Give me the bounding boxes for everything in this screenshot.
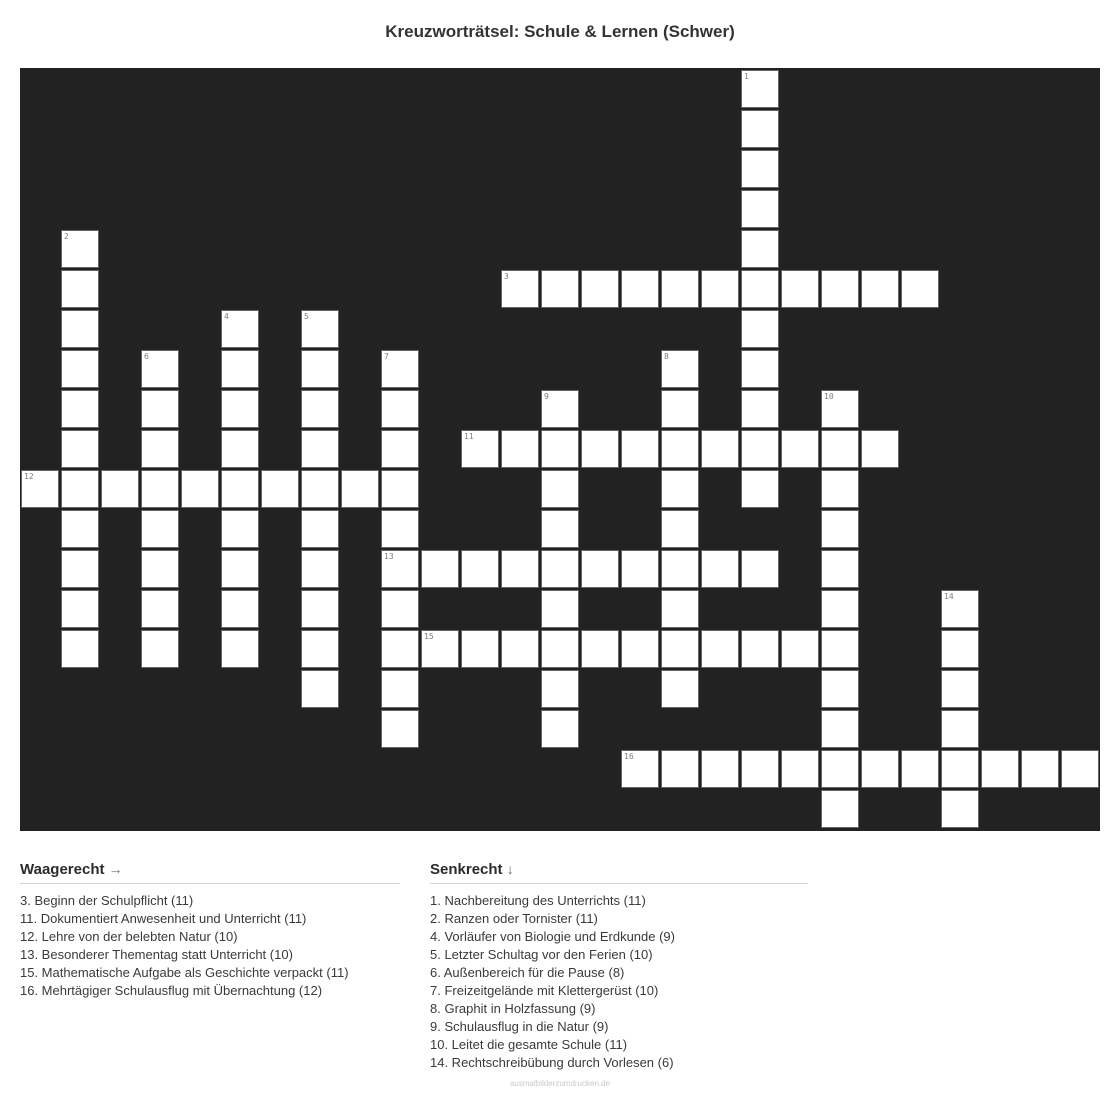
crossword-cell[interactable] <box>61 550 99 588</box>
crossword-cell[interactable] <box>661 470 699 508</box>
footer-watermark: ausmalbilderzumdrucken.de <box>509 1079 611 1088</box>
crossword-cell[interactable] <box>141 430 179 468</box>
crossword-cell[interactable] <box>61 630 99 668</box>
crossword-cell[interactable] <box>421 630 459 668</box>
crossword-cell[interactable] <box>701 630 739 668</box>
crossword-cell[interactable] <box>301 670 339 708</box>
crossword-cell[interactable] <box>381 510 419 548</box>
clue-item: 2. Ranzen oder Tornister (11) <box>430 911 598 926</box>
crossword-cell[interactable] <box>981 750 1019 788</box>
clue-item: 8. Graphit in Holzfassung (9) <box>430 1001 596 1016</box>
across-heading <box>20 861 400 884</box>
crossword-cell[interactable] <box>221 590 259 628</box>
right-arrow-icon: → <box>108 861 123 877</box>
crossword-cell[interactable] <box>141 510 179 548</box>
crossword-cell[interactable] <box>661 270 699 308</box>
crossword-cell[interactable] <box>661 750 699 788</box>
crossword-cell[interactable] <box>821 710 859 748</box>
crossword-cell[interactable] <box>741 630 779 668</box>
crossword-cell[interactable] <box>221 310 259 348</box>
crossword-cell[interactable] <box>861 270 899 308</box>
crossword-cell[interactable] <box>381 710 419 748</box>
crossword-cell[interactable] <box>541 670 579 708</box>
cell-number: 9 <box>544 392 549 401</box>
crossword-cell[interactable] <box>821 270 859 308</box>
crossword-cell[interactable] <box>741 470 779 508</box>
crossword-cell[interactable] <box>301 430 339 468</box>
crossword-cell[interactable] <box>301 590 339 628</box>
crossword-cell[interactable] <box>941 790 979 828</box>
crossword-cell[interactable] <box>221 390 259 428</box>
crossword-cell[interactable] <box>661 670 699 708</box>
cell-number: 2 <box>64 232 69 241</box>
clue-item: 12. Lehre von der belebten Natur (10) <box>20 929 238 944</box>
crossword-cell[interactable] <box>221 350 259 388</box>
crossword-cell[interactable] <box>901 270 939 308</box>
crossword-cell[interactable] <box>581 430 619 468</box>
crossword-cell[interactable] <box>61 310 99 348</box>
cell-number: 8 <box>664 352 669 361</box>
crossword-cell[interactable] <box>461 550 499 588</box>
crossword-cell[interactable] <box>141 470 179 508</box>
crossword-cell[interactable] <box>501 630 539 668</box>
crossword-cell[interactable] <box>221 630 259 668</box>
clue-item: 6. Außenbereich für die Pause (8) <box>430 965 625 980</box>
crossword-cell[interactable] <box>1061 750 1099 788</box>
crossword-cell[interactable] <box>621 750 659 788</box>
crossword-cell[interactable] <box>701 430 739 468</box>
crossword-cell[interactable] <box>501 270 539 308</box>
crossword-cell[interactable] <box>381 590 419 628</box>
cell-number: 14 <box>944 592 954 601</box>
crossword-cell[interactable] <box>501 550 539 588</box>
clue-item: 1. Nachbereitung des Unterrichts (11) <box>430 893 646 908</box>
crossword-cell[interactable] <box>941 710 979 748</box>
crossword-cell[interactable] <box>741 190 779 228</box>
crossword-cell[interactable] <box>61 430 99 468</box>
crossword-cell[interactable] <box>541 430 579 468</box>
crossword-cell[interactable] <box>701 550 739 588</box>
crossword-cell[interactable] <box>541 470 579 508</box>
crossword-cell[interactable] <box>61 510 99 548</box>
crossword-cell[interactable] <box>741 350 779 388</box>
crossword-cell[interactable] <box>101 470 139 508</box>
crossword-cell[interactable] <box>741 150 779 188</box>
crossword-cell[interactable] <box>821 630 859 668</box>
crossword-cell[interactable] <box>381 550 419 588</box>
crossword-cell[interactable] <box>461 430 499 468</box>
crossword-cell[interactable] <box>861 430 899 468</box>
crossword-cell[interactable] <box>301 470 339 508</box>
crossword-cell[interactable] <box>621 430 659 468</box>
crossword-cell[interactable] <box>141 630 179 668</box>
crossword-cell[interactable] <box>221 510 259 548</box>
crossword-cell[interactable] <box>301 390 339 428</box>
down-heading-label: Senkrecht <box>430 861 503 878</box>
crossword-cell[interactable] <box>381 670 419 708</box>
crossword-cell[interactable] <box>301 510 339 548</box>
crossword-cell[interactable] <box>741 310 779 348</box>
across-clues-section <box>20 861 400 1000</box>
crossword-cell[interactable] <box>141 550 179 588</box>
crossword-cell[interactable] <box>821 470 859 508</box>
cell-number: 4 <box>224 312 229 321</box>
cell-number: 10 <box>824 392 834 401</box>
cell-number: 11 <box>464 432 474 441</box>
crossword-cell[interactable] <box>501 430 539 468</box>
crossword-cell[interactable] <box>221 430 259 468</box>
clue-item: 9. Schulausflug in die Natur (9) <box>430 1019 609 1034</box>
crossword-cell[interactable] <box>61 470 99 508</box>
clue-item: 7. Freizeitgelände mit Klettergerüst (10) <box>430 983 659 998</box>
crossword-cell[interactable] <box>781 630 819 668</box>
crossword-cell[interactable] <box>661 390 699 428</box>
crossword-cell[interactable] <box>941 750 979 788</box>
crossword-cell[interactable] <box>61 270 99 308</box>
crossword-cell[interactable] <box>541 270 579 308</box>
crossword-cell[interactable] <box>821 590 859 628</box>
crossword-board <box>20 68 1100 831</box>
crossword-cell[interactable] <box>741 230 779 268</box>
crossword-cell[interactable] <box>741 270 779 308</box>
crossword-cell[interactable] <box>661 350 699 388</box>
crossword-cell[interactable] <box>541 710 579 748</box>
crossword-cell[interactable] <box>181 470 219 508</box>
crossword-cell[interactable] <box>381 350 419 388</box>
crossword-cell[interactable] <box>141 390 179 428</box>
down-arrow-icon: ↓ <box>506 861 514 877</box>
crossword-cell[interactable] <box>301 310 339 348</box>
crossword-cell[interactable] <box>821 750 859 788</box>
crossword-cell[interactable] <box>581 550 619 588</box>
crossword-cell[interactable] <box>661 550 699 588</box>
crossword-cell[interactable] <box>381 390 419 428</box>
crossword-cell[interactable] <box>821 430 859 468</box>
crossword-cell[interactable] <box>661 430 699 468</box>
crossword-cell[interactable] <box>821 670 859 708</box>
across-heading-label: Waagerecht <box>20 861 105 878</box>
crossword-cell[interactable] <box>581 270 619 308</box>
crossword-cell[interactable] <box>941 670 979 708</box>
across-clue-list <box>20 892 400 1000</box>
clue-item: 3. Beginn der Schulpflicht (11) <box>20 893 194 908</box>
crossword-cell[interactable] <box>61 350 99 388</box>
crossword-cell[interactable] <box>301 350 339 388</box>
crossword-cell[interactable] <box>741 430 779 468</box>
crossword-cell[interactable] <box>581 630 619 668</box>
down-clue-list <box>430 892 808 1072</box>
clue-item: 4. Vorläufer von Biologie und Erdkunde (9) <box>430 929 675 944</box>
crossword-cell[interactable] <box>141 350 179 388</box>
crossword-cell[interactable] <box>461 630 499 668</box>
crossword-cell[interactable] <box>21 470 59 508</box>
crossword-cell[interactable] <box>661 590 699 628</box>
crossword-cell[interactable] <box>541 630 579 668</box>
crossword-cell[interactable] <box>381 470 419 508</box>
clue-item: 5. Letzter Schultag vor den Ferien (10) <box>430 947 653 962</box>
down-heading <box>430 861 808 884</box>
crossword-cell[interactable] <box>861 750 899 788</box>
crossword-cell[interactable] <box>781 750 819 788</box>
crossword-cell[interactable] <box>221 550 259 588</box>
crossword-cell[interactable] <box>621 270 659 308</box>
crossword-cell[interactable] <box>621 550 659 588</box>
crossword-cell[interactable] <box>821 390 859 428</box>
cell-number: 3 <box>504 272 509 281</box>
crossword-cell[interactable] <box>781 270 819 308</box>
crossword-cell[interactable] <box>741 390 779 428</box>
crossword-cell[interactable] <box>1021 750 1059 788</box>
crossword-cell[interactable] <box>541 510 579 548</box>
crossword-cell[interactable] <box>421 550 459 588</box>
crossword-cell[interactable] <box>541 590 579 628</box>
crossword-cell[interactable] <box>821 790 859 828</box>
cell-number: 15 <box>424 632 434 641</box>
clue-item: 14. Rechtschreibübung durch Vorlesen (6) <box>430 1055 674 1070</box>
crossword-cell[interactable] <box>821 510 859 548</box>
clue-item: 10. Leitet die gesamte Schule (11) <box>430 1037 628 1052</box>
crossword-cell[interactable] <box>941 630 979 668</box>
crossword-cell[interactable] <box>661 630 699 668</box>
clue-item: 13. Besonderer Thementag statt Unterricht (10) <box>20 947 293 962</box>
crossword-cell[interactable] <box>661 510 699 548</box>
clue-item: 15. Mathematische Aufgabe als Geschichte verpackt (11) <box>20 965 349 980</box>
down-clues-section <box>430 861 808 1072</box>
crossword-cell[interactable] <box>61 230 99 268</box>
crossword-cell[interactable] <box>701 270 739 308</box>
crossword-cell[interactable] <box>741 70 779 108</box>
crossword-cell[interactable] <box>901 750 939 788</box>
cell-number: 1 <box>744 72 749 81</box>
cell-number: 6 <box>144 352 149 361</box>
cell-number: 5 <box>304 312 309 321</box>
cell-number: 16 <box>624 752 634 761</box>
crossword-cell[interactable] <box>341 470 379 508</box>
crossword-cell[interactable] <box>741 550 779 588</box>
crossword-cell[interactable] <box>701 750 739 788</box>
clue-item: 11. Dokumentiert Anwesenheit und Unterricht (11) <box>20 911 307 926</box>
crossword-cell[interactable] <box>541 550 579 588</box>
crossword-cell[interactable] <box>541 390 579 428</box>
crossword-cell[interactable] <box>741 750 779 788</box>
crossword-cell[interactable] <box>61 590 99 628</box>
crossword-cell[interactable] <box>61 390 99 428</box>
crossword-cell[interactable] <box>141 590 179 628</box>
crossword-cell[interactable] <box>261 470 299 508</box>
cell-number: 13 <box>384 552 394 561</box>
crossword-cell[interactable] <box>821 550 859 588</box>
cell-number: 7 <box>384 352 389 361</box>
crossword-cell[interactable] <box>741 110 779 148</box>
crossword-cell[interactable] <box>621 630 659 668</box>
page-title: Kreuzworträtsel: Schule & Lernen (Schwer) <box>385 22 735 41</box>
crossword-cell[interactable] <box>381 630 419 668</box>
crossword-cell[interactable] <box>941 590 979 628</box>
cell-number: 12 <box>24 472 34 481</box>
crossword-cell[interactable] <box>781 430 819 468</box>
crossword-cell[interactable] <box>381 430 419 468</box>
clue-item: 16. Mehrtägiger Schulausflug mit Übernachtung (12) <box>20 983 323 998</box>
crossword-cell[interactable] <box>221 470 259 508</box>
crossword-cell[interactable] <box>301 550 339 588</box>
crossword-cell[interactable] <box>301 630 339 668</box>
